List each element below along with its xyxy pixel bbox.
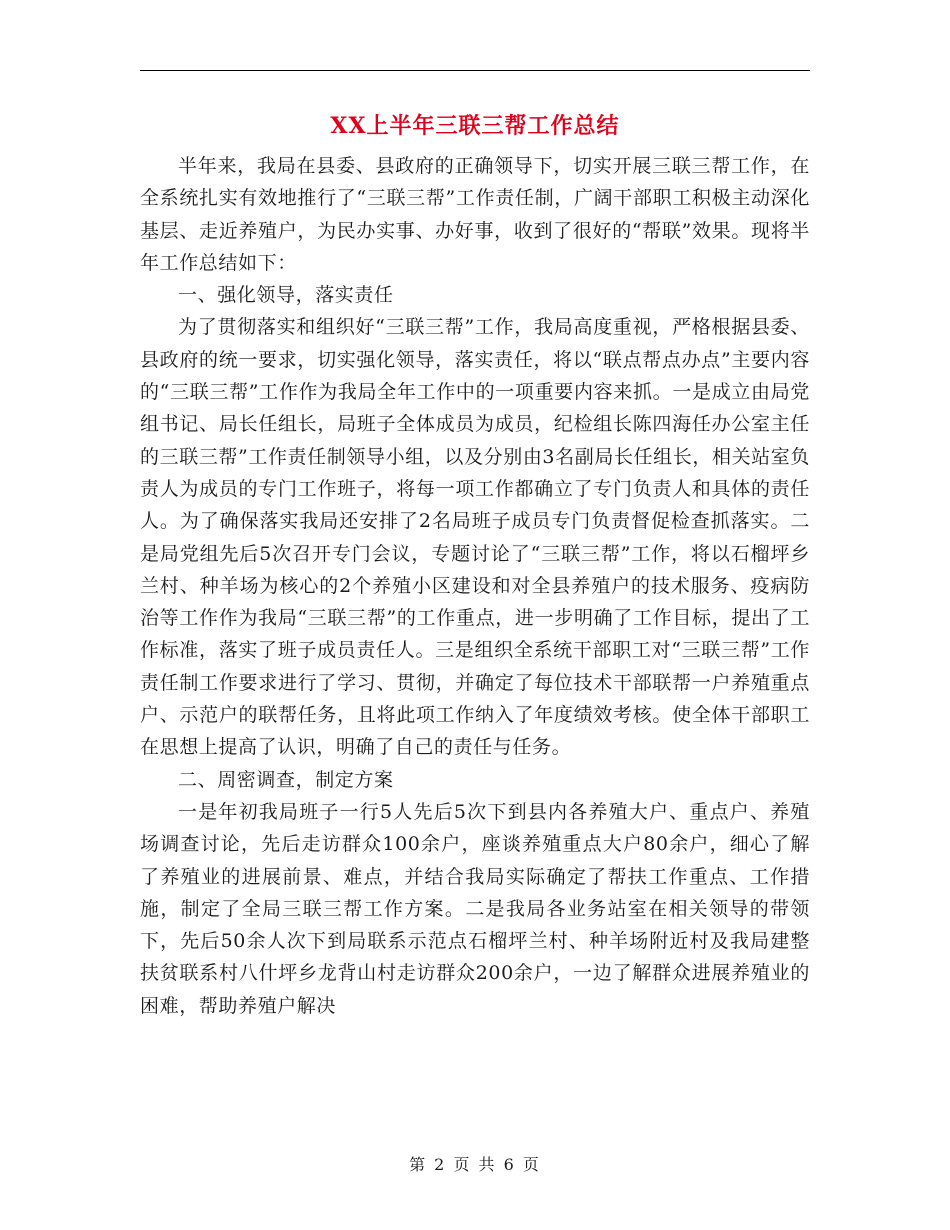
section-heading-1: 一、强化领导，落实责任 bbox=[178, 284, 394, 307]
section-heading-2: 二、周密调查，制定方案 bbox=[178, 768, 394, 791]
section-1-paragraph: 为了贯彻落实和组织好“三联三帮”工作，我局高度重视，严格根据县委、县政府的统一要求，切实强化领导，落实责任，将以“联点帮点办点”主要内容的“三联三帮”工作作为我局全年工作中的一项重要内容来抓。一是成立由局党组书记、局长任组长，局班子全体成员为成员，纪检组长陈四海任办公室主任的三联三帮”工作责任制领导小组，以及分别由3名副局长任组长，相关站室负责人为成员的专门工作班子，将每一项工作都确立了专门负责人和具体的责任人。为了确保落实我局还安排了2名局班子成员专门负责督促检查抓落实。二是局党组先后5次召开专门会议，专题讨论了“三联三帮”工作，将以石榴坪乡兰村、种羊场为核心的2个养殖小区建设和对全县养殖户的技术服务、疫病防治等工作作为我局“三联三帮”的工作重点，进一步明确了工作目标，提出了工作标准，落实了班子成员责任人。三是组织全系统干部职工对“三联三帮”工作责任制工作要求进行了学习、贯彻，并确定了每位技术干部联帮一户养殖重点户、示范户的联帮任务，且将此项工作纳入了年度绩效考核。使全体干部职工在思想上提高了认识，明确了自己的责任与任务。 bbox=[140, 316, 810, 759]
page-number-footer: 第 2 页 共 6 页 bbox=[409, 1155, 541, 1174]
intro-paragraph: 半年来，我局在县委、县政府的正确领导下，切实开展三联三帮工作，在全系统扎实有效地推行了“三联三帮”工作责任制，广阔干部职工积极主动深化基层、走近养殖户，为民办实事、办好事，收到了很好的“帮联”效果。现将半年工作总结如下： bbox=[140, 155, 810, 274]
document-body bbox=[140, 150, 810, 1022]
document-title: XX上半年三联三帮工作总结 bbox=[330, 113, 620, 139]
section-2-paragraph: 一是年初我局班子一行5人先后5次下到县内各养殖大户、重点户、养殖场调查讨论，先后走访群众100余户，座谈养殖重点大户80余户，细心了解了养殖业的进展前景、难点，并结合我局实际确定了帮扶工作重点、工作措施，制定了全局三联三帮工作方案。二是我局各业务站室在相关领导的带领下，先后50余人次下到局联系示范点石榴坪兰村、种羊场附近村及我局建整扶贫联系村八什坪乡龙背山村走访群众200余户，一边了解群众进展养殖业的困难，帮助养殖户解决 bbox=[140, 800, 810, 1017]
header-rule bbox=[140, 70, 810, 71]
